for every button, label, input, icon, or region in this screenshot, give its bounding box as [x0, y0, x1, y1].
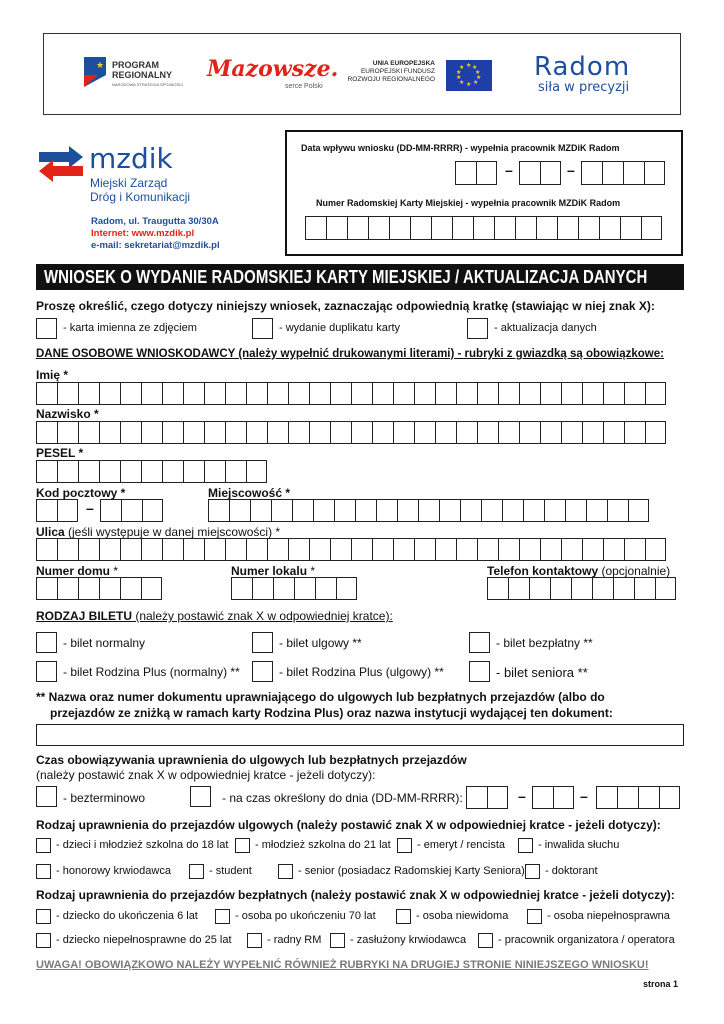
checkbox-free-councillor[interactable] [247, 933, 262, 948]
char-cell[interactable] [246, 460, 267, 483]
char-cell[interactable] [439, 499, 460, 522]
logo-bar [43, 33, 681, 115]
char-cell[interactable] [309, 421, 330, 444]
checkbox-free-blind[interactable] [396, 909, 411, 924]
char-cell[interactable] [309, 538, 330, 561]
char-cell[interactable] [628, 499, 649, 522]
char-cell[interactable] [36, 382, 57, 405]
warning-text: UWAGA! OBOWIĄZKOWO NALEŻY WYPEŁNIĆ RÓWNIEŻ RUBRYKI NA DRUGIEJ STRONIE NINIEJSZEGO WNIOSKU! [36, 959, 649, 971]
char-cell[interactable] [393, 421, 414, 444]
checkbox-free-disabled[interactable] [527, 909, 542, 924]
checkbox-reduced-hearing[interactable] [518, 838, 533, 853]
char-cell[interactable] [582, 538, 603, 561]
char-cell[interactable] [561, 382, 582, 405]
char-cell[interactable] [544, 499, 565, 522]
char-cell[interactable] [435, 538, 456, 561]
char-cell[interactable] [372, 382, 393, 405]
label-last-name: Nazwisko * [36, 407, 99, 421]
program-flag-icon [82, 57, 108, 87]
char-cell[interactable] [267, 421, 288, 444]
char-cell[interactable] [414, 382, 435, 405]
char-cell[interactable] [99, 538, 120, 561]
char-cell[interactable] [645, 382, 666, 405]
label-postal-code: Kod pocztowy * [36, 486, 126, 500]
ticket-type-header: RODZAJ BILETU (należy postawić znak X w odpowiedniej kratce): [36, 609, 393, 623]
char-cell[interactable] [246, 538, 267, 561]
document-note-line1: ** Nazwa oraz numer dokumentu uprawniającego do ulgowych lub bezpłatnych przejazdów (albo do [36, 690, 605, 704]
mzdik-email: e-mail: sekretariat@mzdik.pl [91, 240, 220, 251]
char-cell[interactable] [351, 538, 372, 561]
label-ticket-family-normal: - bilet Rodzina Plus (normalny) ** [63, 665, 240, 679]
char-cell[interactable] [582, 382, 603, 405]
char-cell[interactable] [502, 499, 523, 522]
label-reduced-blood-donor: - honorowy krwiodawca [56, 865, 171, 877]
checkbox-ticket-family-normal[interactable] [36, 661, 57, 682]
checkbox-ticket-normal[interactable] [36, 632, 57, 653]
date-month-cells[interactable] [519, 161, 561, 185]
free-header: Rodzaj uprawnienia do przejazdów bezpłatnych (należy postawić znak X w odpowiedniej kratce - jeżeli dotyczy): [36, 888, 675, 902]
mzdik-line2: Dróg i Komunikacji [90, 190, 191, 204]
char-cell[interactable] [477, 538, 498, 561]
char-cell[interactable] [57, 460, 78, 483]
card-number-cells[interactable] [305, 216, 662, 240]
label-free-operator-employee: - pracownik organizatora / operatora [498, 934, 675, 946]
char-cell[interactable] [519, 538, 540, 561]
svg-text:★: ★ [476, 75, 482, 81]
postal-code-part2-cells[interactable] [100, 499, 163, 522]
checkbox-free-honored-donor[interactable] [330, 933, 345, 948]
char-cell[interactable] [99, 382, 120, 405]
char-cell[interactable] [78, 538, 99, 561]
svg-text:★: ★ [475, 70, 481, 76]
char-cell[interactable] [225, 460, 246, 483]
label-ticket-normal: - bilet normalny [63, 636, 146, 650]
char-cell[interactable] [414, 421, 435, 444]
checkbox-reduced-phd[interactable] [525, 864, 540, 879]
checkbox-duplicate[interactable] [252, 318, 273, 339]
char-cell[interactable] [330, 382, 351, 405]
char-cell[interactable] [624, 538, 645, 561]
svg-text:★: ★ [459, 80, 465, 86]
char-cell[interactable] [418, 499, 439, 522]
radom-wordmark: Radom [534, 52, 631, 82]
label-ticket-free: - bilet bezpłatny ** [496, 636, 593, 650]
date-day-cells[interactable] [455, 161, 497, 185]
phone-cells[interactable] [487, 577, 676, 600]
label-reduced-hearing: - inwalida słuchu [538, 839, 620, 851]
char-cell[interactable] [120, 538, 141, 561]
checkbox-ticket-reduced[interactable] [252, 632, 273, 653]
char-cell[interactable] [99, 421, 120, 444]
char-cell[interactable] [460, 499, 481, 522]
postal-sep: – [86, 500, 94, 516]
char-cell[interactable] [481, 499, 502, 522]
checkbox-free-70[interactable] [215, 909, 230, 924]
checkbox-reduced-pensioner[interactable] [397, 838, 412, 853]
char-cell[interactable] [141, 421, 162, 444]
char-cell[interactable] [225, 421, 246, 444]
card-number-label: Numer Radomskiej Karty Miejskiej - wypełnia pracownik MZDiK Radom [316, 198, 621, 208]
document-note-line2: przejazdów ze zniżką w ramach karty Rodzina Plus) oraz nazwa instytucji wydającej ten dokument: [50, 706, 613, 720]
svg-text:★: ★ [456, 75, 462, 81]
char-cell[interactable] [229, 499, 250, 522]
validity-note: (należy postawić znak X w odpowiedniej kratce - jeżeli dotyczy): [36, 768, 376, 782]
label-reduced-phd: - doktorant [545, 865, 598, 877]
radom-logo [534, 54, 674, 104]
svg-text:★: ★ [456, 70, 462, 76]
checkbox-reduced-senior[interactable] [278, 864, 293, 879]
label-fixed-term: - na czas określony do dnia (DD-MM-RRRR): [222, 791, 463, 805]
svg-text:★: ★ [96, 60, 105, 70]
eu-line1: UNIA EUROPEJSKA [372, 60, 435, 67]
char-cell[interactable] [565, 499, 586, 522]
char-cell[interactable] [267, 382, 288, 405]
label-reduced-pensioner: - emeryt / rencista [417, 839, 506, 851]
date-sep-2: – [567, 162, 575, 178]
label-free-blind: - osoba niewidoma [416, 910, 509, 922]
char-cell[interactable] [57, 538, 78, 561]
char-cell[interactable] [355, 499, 376, 522]
char-cell[interactable] [162, 421, 183, 444]
char-cell[interactable] [393, 538, 414, 561]
char-cell[interactable] [414, 538, 435, 561]
svg-text:★: ★ [466, 82, 472, 88]
char-cell[interactable] [376, 499, 397, 522]
svg-text:★: ★ [472, 65, 478, 71]
label-reduced-youth-21: - młodzież szkolna do 21 lat [255, 839, 391, 851]
char-cell[interactable] [313, 499, 334, 522]
char-cell[interactable] [540, 538, 561, 561]
checkbox-card-photo[interactable] [36, 318, 57, 339]
city-cells[interactable] [208, 499, 649, 522]
date-received-label: Data wpływu wniosku (DD-MM-RRRR) - wypełnia pracownik MZDiK Radom [301, 143, 620, 153]
svg-text:★: ★ [459, 65, 465, 71]
char-cell[interactable] [183, 460, 204, 483]
char-cell[interactable] [288, 421, 309, 444]
char-cell[interactable] [603, 538, 624, 561]
mazowsze-sub: serce Polski [285, 83, 323, 90]
label-house-number: Numer domu * [36, 564, 119, 578]
char-cell[interactable] [250, 499, 271, 522]
program-line1: PROGRAM [112, 60, 159, 70]
char-cell[interactable] [225, 382, 246, 405]
valid-until-year-cells[interactable] [596, 786, 680, 809]
checkbox-ticket-free[interactable] [469, 632, 490, 653]
char-cell[interactable] [456, 382, 477, 405]
first-name-cells[interactable] [36, 382, 666, 405]
char-cell[interactable] [330, 421, 351, 444]
char-cell[interactable] [288, 538, 309, 561]
char-cell[interactable] [372, 421, 393, 444]
char-cell[interactable] [309, 382, 330, 405]
label-reduced-children-18: - dzieci i młodzież szkolna do 18 lat [56, 839, 229, 851]
label-reduced-senior: - senior (posiadacz Radomskiej Karty Seniora) [298, 865, 525, 877]
label-ticket-family-reduced: - bilet Rodzina Plus (ulgowy) ** [279, 665, 444, 679]
pesel-cells[interactable] [36, 460, 267, 483]
char-cell[interactable] [603, 382, 624, 405]
label-ticket-reduced: - bilet ulgowy ** [279, 636, 362, 650]
char-cell[interactable] [330, 538, 351, 561]
char-cell[interactable] [204, 460, 225, 483]
char-cell[interactable] [498, 382, 519, 405]
checkbox-ticket-family-reduced[interactable] [252, 661, 273, 682]
char-cell[interactable] [607, 499, 628, 522]
svg-text:★: ★ [466, 63, 472, 69]
char-cell[interactable] [141, 382, 162, 405]
page-number: strona 1 [643, 979, 679, 989]
checkbox-free-disabled-child-25[interactable] [36, 933, 51, 948]
checkbox-reduced-children-18[interactable] [36, 838, 51, 853]
char-cell[interactable] [523, 499, 544, 522]
char-cell[interactable] [183, 538, 204, 561]
checkbox-free-child-6[interactable] [36, 909, 51, 924]
checkbox-reduced-youth-21[interactable] [235, 838, 250, 853]
checkbox-free-operator-employee[interactable] [478, 933, 493, 948]
eu-line3: ROZWOJU REGIONALNEGO [347, 76, 435, 83]
checkbox-reduced-student[interactable] [189, 864, 204, 879]
label-ticket-senior: - bilet seniora ** [496, 665, 588, 680]
mzdik-wordmark: mzdik [89, 142, 173, 175]
char-cell[interactable] [208, 499, 229, 522]
label-phone: Telefon kontaktowy (opcjonalnie) [487, 564, 671, 578]
char-cell[interactable] [99, 460, 120, 483]
char-cell[interactable] [183, 382, 204, 405]
char-cell[interactable] [498, 421, 519, 444]
char-cell[interactable] [582, 421, 603, 444]
char-cell[interactable] [540, 421, 561, 444]
checkbox-update[interactable] [467, 318, 488, 339]
form-title: WNIOSEK O WYDANIE RADOMSKIEJ KARTY MIEJSKIEJ / AKTUALIZACJA DANYCH [36, 264, 684, 290]
label-free-disabled: - osoba niepełnosprawna [547, 910, 670, 922]
char-cell[interactable] [498, 538, 519, 561]
label-first-name: Imię * [36, 368, 69, 382]
house-number-cells[interactable] [36, 577, 162, 600]
label-free-child-6: - dziecko do ukończenia 6 lat [56, 910, 198, 922]
mazowsze-wordmark: Mazowsze. [207, 56, 339, 82]
char-cell[interactable] [603, 421, 624, 444]
char-cell[interactable] [334, 499, 355, 522]
char-cell[interactable] [271, 499, 292, 522]
document-name-field[interactable] [36, 724, 684, 746]
char-cell[interactable] [645, 421, 666, 444]
checkbox-fixed-term[interactable] [190, 786, 211, 807]
label-pesel: PESEL * [36, 446, 84, 460]
mzdik-line1: Miejski Zarząd [90, 176, 168, 190]
char-cell[interactable] [120, 460, 141, 483]
program-line3: NARODOWA STRATEGIA SPÓJNOŚCI [112, 82, 184, 87]
label-card-photo: - karta imienna ze zdjęciem [63, 322, 197, 334]
eu-flag-icon [446, 60, 492, 91]
char-cell[interactable] [540, 382, 561, 405]
char-cell[interactable] [36, 421, 57, 444]
char-cell[interactable] [435, 382, 456, 405]
char-cell[interactable] [477, 421, 498, 444]
char-cell[interactable] [204, 421, 225, 444]
char-cell[interactable] [435, 421, 456, 444]
valid-sep-1: – [518, 788, 526, 804]
last-name-cells[interactable] [36, 421, 666, 444]
char-cell[interactable] [267, 538, 288, 561]
mzdik-arrows-icon [39, 144, 85, 184]
char-cell[interactable] [519, 421, 540, 444]
char-cell[interactable] [78, 460, 99, 483]
char-cell[interactable] [225, 538, 246, 561]
label-reduced-student: - student [209, 865, 252, 877]
checkbox-reduced-blood-donor[interactable] [36, 864, 51, 879]
char-cell[interactable] [561, 421, 582, 444]
reduced-header: Rodzaj uprawnienia do przejazdów ulgowych (należy postawić znak X w odpowiedniej kratce - jeżeli dotyczy): [36, 818, 661, 832]
char-cell[interactable] [624, 382, 645, 405]
char-cell[interactable] [57, 382, 78, 405]
date-sep-1: – [505, 162, 513, 178]
char-cell[interactable] [141, 538, 162, 561]
char-cell[interactable] [456, 421, 477, 444]
char-cell[interactable] [624, 421, 645, 444]
mazowsze-logo [207, 56, 342, 96]
char-cell[interactable] [36, 538, 57, 561]
char-cell[interactable] [162, 538, 183, 561]
label-street: Ulica (jeśli występuje w danej miejscowości) * [36, 525, 281, 539]
char-cell[interactable] [78, 421, 99, 444]
program-regionalny-logo [82, 54, 202, 94]
label-apartment-number: Numer lokalu * [231, 564, 316, 578]
personal-data-header: DANE OSOBOWE WNIOSKODAWCY (należy wypełnić drukowanymi literami) - rubryki z gwiazdką są obowiązkowe: [36, 348, 664, 360]
char-cell[interactable] [36, 460, 57, 483]
label-free-70: - osoba po ukończeniu 70 lat [235, 910, 376, 922]
eu-line2: EUROPEJSKI FUNDUSZ [360, 68, 435, 75]
mzdik-block [33, 136, 220, 254]
checkbox-ticket-senior[interactable] [469, 661, 490, 682]
char-cell[interactable] [120, 421, 141, 444]
char-cell[interactable] [57, 421, 78, 444]
char-cell[interactable] [351, 421, 372, 444]
char-cell[interactable] [397, 499, 418, 522]
label-duplicate: - wydanie duplikatu karty [279, 322, 401, 334]
char-cell[interactable] [477, 382, 498, 405]
char-cell[interactable] [561, 538, 582, 561]
char-cell[interactable] [372, 538, 393, 561]
char-cell[interactable] [204, 538, 225, 561]
apartment-number-cells[interactable] [231, 577, 357, 600]
char-cell[interactable] [456, 538, 477, 561]
mzdik-internet: Internet: www.mzdik.pl [91, 228, 195, 239]
postal-code-part1-cells[interactable] [36, 499, 78, 522]
char-cell[interactable] [393, 382, 414, 405]
valid-sep-2: – [580, 788, 588, 804]
svg-text:★: ★ [473, 80, 479, 86]
mzdik-address: Radom, ul. Traugutta 30/30A [91, 216, 219, 227]
label-free-honored-donor: - zasłużony krwiodawca [350, 934, 467, 946]
char-cell[interactable] [78, 382, 99, 405]
char-cell[interactable] [292, 499, 313, 522]
intro-text: Proszę określić, czego dotyczy niniejszy wniosek, zaznaczając odpowiednią kratkę (stawiając w niej znak X): [36, 299, 655, 313]
char-cell[interactable] [246, 421, 267, 444]
char-cell[interactable] [645, 538, 666, 561]
checkbox-indefinite[interactable] [36, 786, 57, 807]
office-use-box [285, 130, 683, 256]
date-year-cells[interactable] [581, 161, 665, 185]
label-free-disabled-child-25: - dziecko niepełnosprawne do 25 lat [56, 934, 232, 946]
char-cell[interactable] [351, 382, 372, 405]
char-cell[interactable] [204, 382, 225, 405]
char-cell[interactable] [586, 499, 607, 522]
valid-until-month-cells[interactable] [532, 786, 574, 809]
char-cell[interactable] [120, 382, 141, 405]
label-city: Miejscowość * [208, 486, 291, 500]
char-cell[interactable] [162, 382, 183, 405]
program-line2: REGIONALNY [112, 70, 173, 80]
valid-until-day-cells[interactable] [466, 786, 508, 809]
label-indefinite: - bezterminowo [63, 791, 146, 805]
char-cell[interactable] [519, 382, 540, 405]
radom-sub: siła w precyzji [538, 80, 630, 95]
label-free-councillor: - radny RM [267, 934, 322, 946]
street-cells[interactable] [36, 538, 666, 561]
char-cell[interactable] [183, 421, 204, 444]
validity-header: Czas obowiązywania uprawnienia do ulgowych lub bezpłatnych przejazdów [36, 753, 467, 767]
char-cell[interactable] [246, 382, 267, 405]
char-cell[interactable] [288, 382, 309, 405]
char-cell[interactable] [162, 460, 183, 483]
label-update: - aktualizacja danych [494, 322, 597, 334]
char-cell[interactable] [141, 460, 162, 483]
